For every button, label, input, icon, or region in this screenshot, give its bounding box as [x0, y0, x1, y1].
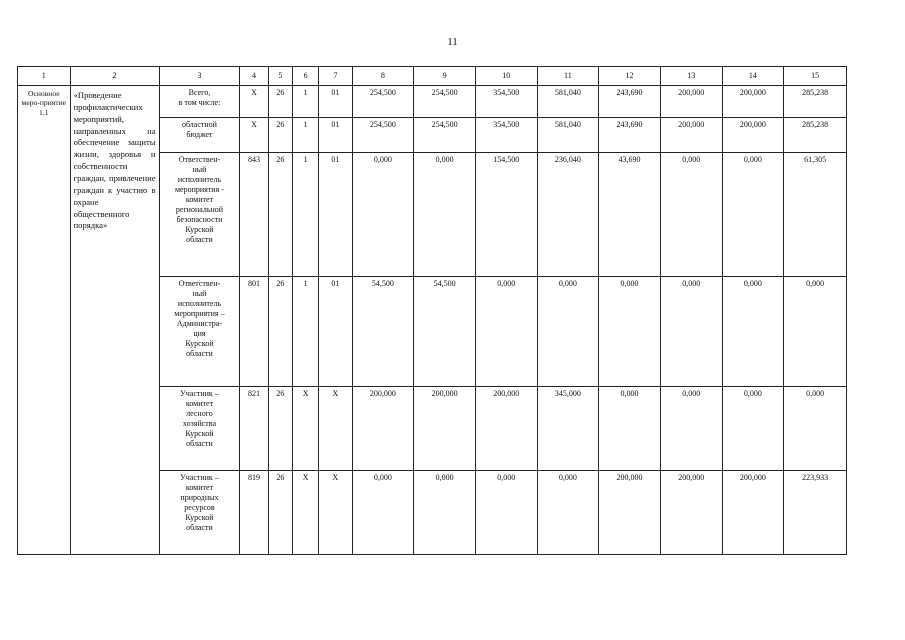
executor-cell [159, 277, 240, 387]
header-cell-13: 13 [660, 67, 722, 86]
value-cell-col11: 345,000 [537, 387, 599, 471]
value-cell-col10: 354,500 [475, 86, 537, 118]
value-cell-col7: 01 [319, 153, 352, 277]
value-cell-col9: 0,000 [414, 153, 476, 277]
value-cell-col13: 200,000 [660, 471, 722, 555]
value-cell-col10: 200,000 [475, 387, 537, 471]
value-cell-col8: 0,000 [352, 471, 414, 555]
value-cell-col13: 0,000 [660, 387, 722, 471]
value-cell-col6: 1 [292, 153, 318, 277]
value-cell-col13: 0,000 [660, 277, 722, 387]
executor-label: Всего, в том числе: [178, 88, 221, 107]
value-cell-col13: 200,000 [660, 86, 722, 118]
header-cell-8: 8 [352, 67, 414, 86]
value-cell-col8: 254,500 [352, 118, 414, 153]
page-number: 11 [447, 36, 458, 48]
value-cell-col9: 254,500 [414, 86, 476, 118]
value-cell-col5: 26 [268, 471, 292, 555]
value-cell-col5: 26 [268, 277, 292, 387]
header-cell-9: 9 [414, 67, 476, 86]
table-header-row [18, 67, 847, 86]
header-cell-14: 14 [722, 67, 784, 86]
value-cell-col5: 26 [268, 86, 292, 118]
value-cell-col14: 200,000 [722, 118, 784, 153]
value-cell-col11: 581,040 [537, 86, 599, 118]
header-cell-5: 5 [268, 67, 292, 86]
value-cell-col10: 0,000 [475, 277, 537, 387]
value-cell-col13: 0,000 [660, 153, 722, 277]
value-cell-col4: 801 [240, 277, 268, 387]
value-cell-col9: 54,500 [414, 277, 476, 387]
value-cell-col7: 01 [319, 86, 352, 118]
value-cell-col14: 200,000 [722, 471, 784, 555]
value-cell-col5: 26 [268, 387, 292, 471]
header-cell-3: 3 [159, 67, 240, 86]
value-cell-col7: X [319, 471, 352, 555]
header-cell-15: 15 [784, 67, 847, 86]
header-cell-2: 2 [70, 67, 159, 86]
event-description-cell: «Проведение профилактических мероприятий, направленных на обеспечение защиты жизни, здоровья и собственности граждан, привлечение граждан к участию в охране общественного порядка» [70, 86, 159, 555]
value-cell-col14: 0,000 [722, 153, 784, 277]
value-cell-col6: 1 [292, 86, 318, 118]
executor-cell [159, 471, 240, 555]
value-cell-col12: 243,690 [599, 118, 661, 153]
value-cell-col11: 581,040 [537, 118, 599, 153]
value-cell-col15: 223,933 [784, 471, 847, 555]
value-cell-col15: 285,238 [784, 86, 847, 118]
value-cell-col11: 0,000 [537, 277, 599, 387]
executor-label: Ответствен- ный исполнитель мероприятия - комитет региональной безопасности Курской области [174, 155, 224, 244]
value-cell-col15: 0,000 [784, 277, 847, 387]
value-cell-col5: 26 [268, 153, 292, 277]
value-cell-col12: 0,000 [599, 387, 661, 471]
value-cell-col15: 61,305 [784, 153, 847, 277]
value-cell-col12: 0,000 [599, 277, 661, 387]
value-cell-col7: 01 [319, 277, 352, 387]
header-cell-12: 12 [599, 67, 661, 86]
executor-cell [159, 118, 240, 153]
value-cell-col7: X [319, 387, 352, 471]
executor-label: Ответствен- ный исполнитель мероприятия – Администра- ция Курской области [174, 279, 225, 358]
value-cell-col6: 1 [292, 118, 318, 153]
executor-cell [159, 86, 240, 118]
value-cell-col9: 254,500 [414, 118, 476, 153]
value-cell-col9: 200,000 [414, 387, 476, 471]
value-cell-col15: 0,000 [784, 387, 847, 471]
value-cell-col14: 0,000 [722, 387, 784, 471]
value-cell-col12: 43,690 [599, 153, 661, 277]
value-cell-col5: 26 [268, 118, 292, 153]
header-cell-11: 11 [537, 67, 599, 86]
value-cell-col8: 54,500 [352, 277, 414, 387]
executor-label: Участник – комитет природных ресурсов Курской области [180, 473, 219, 532]
value-cell-col11: 0,000 [537, 471, 599, 555]
executor-cell [159, 153, 240, 277]
value-cell-col12: 200,000 [599, 471, 661, 555]
header-cell-4: 4 [240, 67, 268, 86]
value-cell-col14: 200,000 [722, 86, 784, 118]
event-code-cell: Основное меро-приятие 1.1 [18, 86, 71, 555]
value-cell-col6: X [292, 471, 318, 555]
value-cell-col6: 1 [292, 277, 318, 387]
value-cell-col9: 0,000 [414, 471, 476, 555]
value-cell-col10: 154,500 [475, 153, 537, 277]
value-cell-col8: 200,000 [352, 387, 414, 471]
value-cell-col14: 0,000 [722, 277, 784, 387]
value-cell-col8: 254,500 [352, 86, 414, 118]
table-body [18, 67, 847, 555]
value-cell-col7: 01 [319, 118, 352, 153]
header-cell-10: 10 [475, 67, 537, 86]
executor-cell [159, 387, 240, 471]
value-cell-col12: 243,690 [599, 86, 661, 118]
header-cell-1: 1 [18, 67, 71, 86]
value-cell-col4: 819 [240, 471, 268, 555]
header-cell-6: 6 [292, 67, 318, 86]
value-cell-col10: 354,500 [475, 118, 537, 153]
header-cell-7: 7 [319, 67, 352, 86]
value-cell-col11: 236,040 [537, 153, 599, 277]
value-cell-col15: 285,238 [784, 118, 847, 153]
executor-label: Участник – комитет лесного хозяйства Курской области [180, 389, 219, 448]
value-cell-col4: X [240, 118, 268, 153]
value-cell-col4: 843 [240, 153, 268, 277]
table-row [18, 86, 847, 118]
value-cell-col4: X [240, 86, 268, 118]
budget-table [17, 66, 847, 555]
value-cell-col8: 0,000 [352, 153, 414, 277]
value-cell-col13: 200,000 [660, 118, 722, 153]
value-cell-col6: X [292, 387, 318, 471]
value-cell-col10: 0,000 [475, 471, 537, 555]
value-cell-col4: 821 [240, 387, 268, 471]
executor-label: областной бюджет [181, 120, 217, 139]
